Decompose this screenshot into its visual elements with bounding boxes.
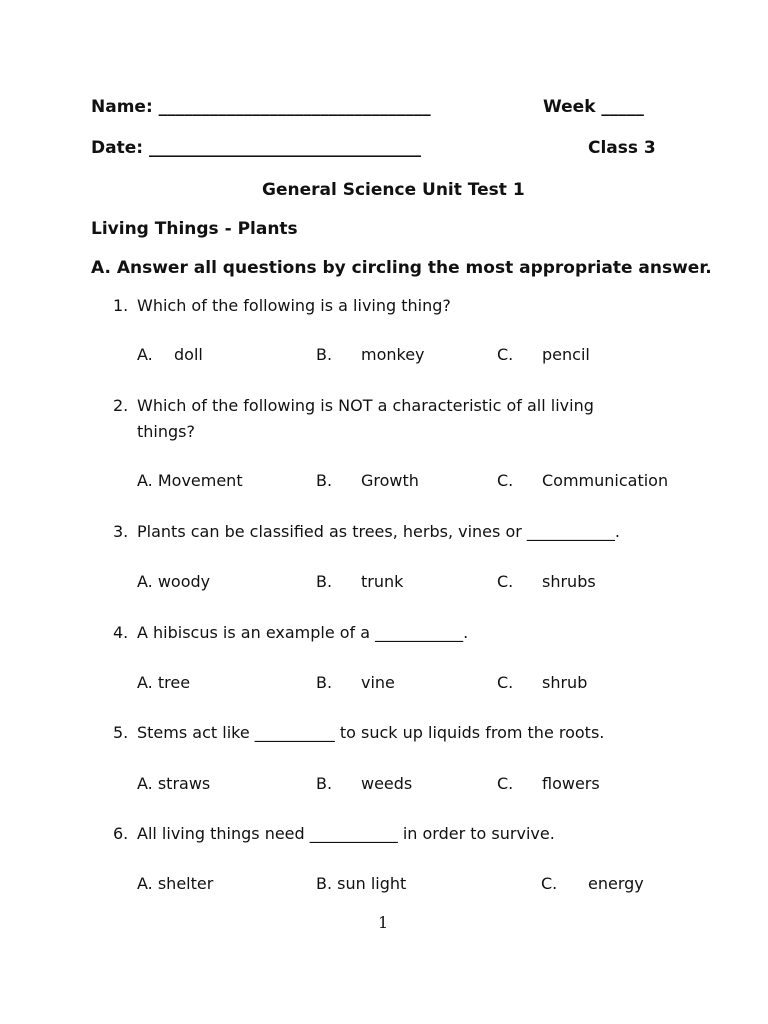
option-c-text[interactable]: shrubs [542,572,596,591]
page-title: General Science Unit Test 1 [262,180,525,200]
option-c-text[interactable]: flowers [542,774,600,793]
question-text-line-2: things? [137,422,195,441]
option-c-label: C. [497,345,514,364]
option-c-label: C. [497,673,514,692]
option-b-text[interactable]: monkey [361,345,425,364]
question-text: Which of the following is a living thing? [137,296,451,315]
option-a-label: A. [137,673,153,692]
option-a[interactable] [137,876,213,892]
option-b-label: B. [316,345,333,364]
option-c-text[interactable]: pencil [542,345,590,364]
option-a-text: woody [157,572,211,591]
option-c-text[interactable]: shrub [542,673,588,692]
question-number: 5. [113,723,129,742]
question-number: 4. [113,623,129,642]
question-number: 2. [113,396,129,415]
option-c-label: C. [541,874,558,893]
option-b-label: B. [316,673,333,692]
option-a-label: A. [137,874,153,893]
option-b-label: B. [316,874,333,893]
option-a[interactable] [137,574,210,590]
option-a-label: A. [137,774,153,793]
option-a-label: A. [137,572,153,591]
question-text: Which of the following is NOT a characteristic of all living [137,396,594,415]
option-c-text[interactable]: Communication [542,471,669,490]
option-a-text[interactable]: doll [174,345,203,364]
option-b-text[interactable]: weeds [361,774,413,793]
date-field-label: Date: ________________________________ [91,138,421,158]
option-c-label: C. [497,774,514,793]
name-field-label: Name: ________________________________ [91,97,431,117]
option-b[interactable] [316,876,406,892]
option-a-text: Movement [157,471,243,490]
page-number: 1 [378,913,389,932]
question-text: Plants can be classified as trees, herbs, vines or ___________. [137,522,620,541]
question-number: 6. [113,824,129,843]
option-a-label: A. [137,345,153,364]
option-a[interactable] [137,776,210,792]
question-text: Stems act like __________ to suck up liquids from the roots. [137,723,605,742]
class-label: Class 3 [588,138,656,158]
option-a-label: A. [137,471,153,490]
section-subtitle: Living Things - Plants [91,219,298,239]
option-b-text: sun light [337,874,407,893]
option-a[interactable] [137,473,243,489]
option-a-text: tree [157,673,191,692]
option-b-label: B. [316,774,333,793]
option-b-text[interactable]: trunk [361,572,404,591]
instructions: A. Answer all questions by circling the most appropriate answer. [91,258,712,278]
option-c-label: C. [497,572,514,591]
option-b-label: B. [316,572,333,591]
option-b-text[interactable]: vine [361,673,395,692]
option-c-text[interactable]: energy [588,874,644,893]
question-text: A hibiscus is an example of a ___________. [137,623,469,642]
question-number: 1. [113,296,129,315]
question-text: All living things need ___________ in order to survive. [137,824,555,843]
option-b-text[interactable]: Growth [361,471,419,490]
option-a[interactable] [137,675,190,691]
week-field-label: Week _____ [543,97,644,117]
question-number: 3. [113,522,129,541]
option-c-label: C. [497,471,514,490]
option-a-text: shelter [157,874,214,893]
option-b-label: B. [316,471,333,490]
option-a-text: straws [157,774,211,793]
